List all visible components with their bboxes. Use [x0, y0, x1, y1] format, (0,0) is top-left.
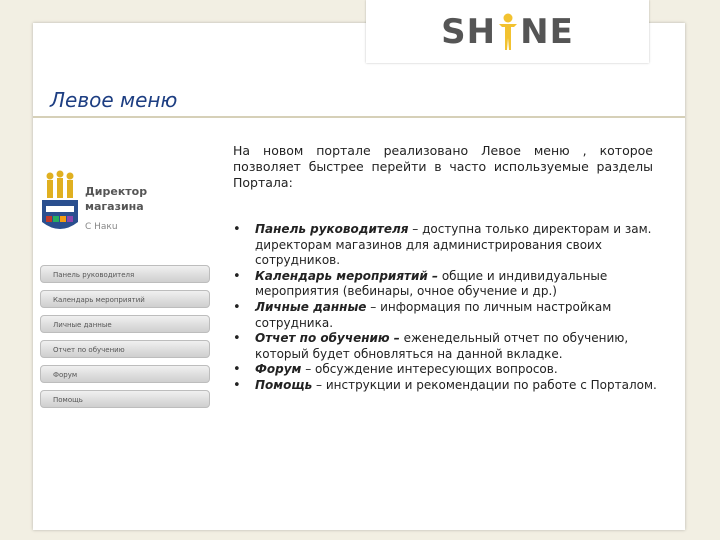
list-item: [233, 300, 658, 331]
list-item-text: – обсуждение интересующих вопросов.: [301, 362, 558, 377]
list-item-title: Личные данные: [255, 299, 367, 314]
shine-logo: [441, 12, 574, 52]
list-item: [233, 222, 658, 269]
menu-item-forum[interactable]: Форум: [40, 365, 210, 383]
list-item: [233, 331, 658, 362]
logo-text-right: NE: [520, 11, 574, 52]
person-figure-icon: [497, 12, 519, 52]
list-item: [233, 362, 658, 378]
list-item-title: Календарь мероприятий –: [255, 268, 438, 283]
left-menu-screenshot: [40, 170, 212, 404]
list-item-text: – информация по личным настройкам сотрудника.: [255, 299, 612, 330]
menu-item-training-report[interactable]: Отчет по обучению: [40, 340, 210, 358]
menu-item-help[interactable]: Помощь: [40, 390, 210, 408]
list-item-title: Панель руководителя: [255, 222, 409, 236]
title-divider: [33, 116, 685, 118]
profile-role: Директор магазина: [85, 185, 148, 213]
menu-item-manager-panel[interactable]: Панель руководителя: [40, 265, 210, 283]
feature-list: [233, 222, 658, 394]
list-item-text: – инструкции и рекомендации по работе с Порталом.: [312, 377, 657, 392]
list-item: [233, 378, 658, 394]
list-item-title: Форум: [255, 362, 302, 377]
menu-item-personal-data[interactable]: Личные данные: [40, 315, 210, 333]
profile-card: [40, 170, 212, 260]
list-item-text: еженедельный отчет по обучению, который будет обновляться на данной вкладке.: [255, 331, 629, 361]
profile-name: С Нaкu: [85, 222, 118, 232]
intro-paragraph: На новом портале реализовано Левое меню , которое позволяет быстрее перейти в часто используемые разделы Портала:: [233, 143, 653, 190]
logo-text-left: SH: [441, 11, 497, 52]
menu-item-events-calendar[interactable]: Календарь мероприятий: [40, 290, 210, 308]
list-item-title: Помощь: [255, 377, 313, 392]
list-item-text: – доступна только директорам и зам. директорам магазинов для администрирования своих сотрудников.: [255, 222, 652, 268]
list-item: [233, 269, 658, 300]
slide-title: Левое меню: [50, 88, 178, 112]
list-item-title: Отчет по обучению –: [255, 331, 400, 346]
logo-box: [366, 0, 649, 63]
university-emblem-icon: [40, 170, 80, 240]
list-item-text: общие и индивидуальные мероприятия (вебинары, очное обучение и др.): [255, 268, 608, 299]
